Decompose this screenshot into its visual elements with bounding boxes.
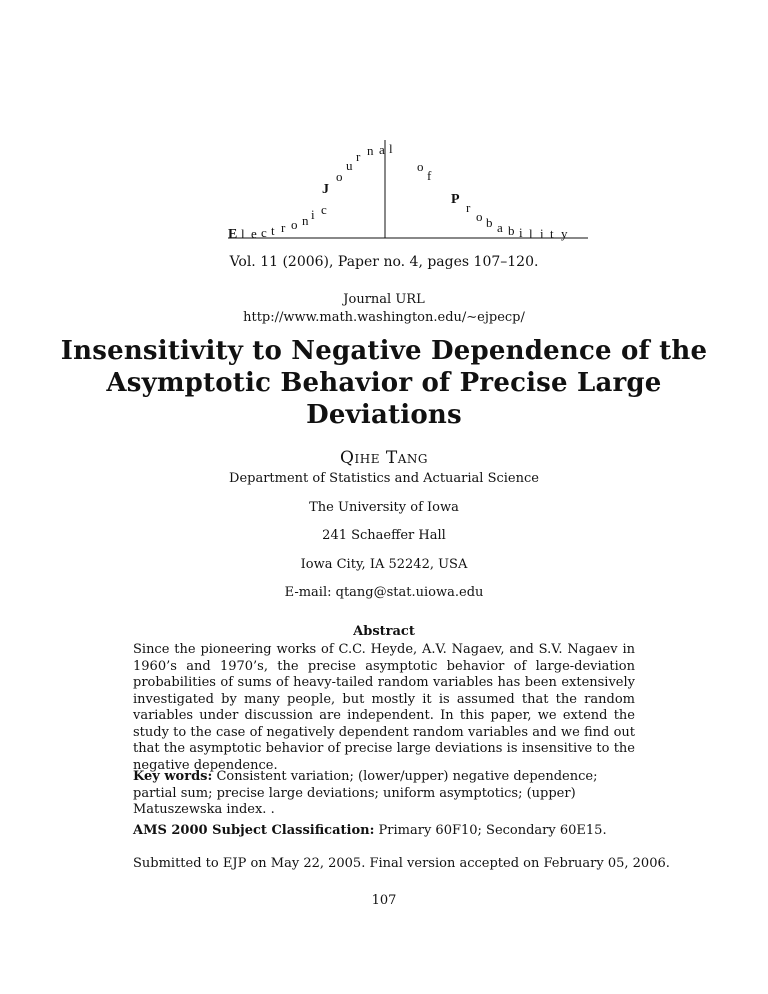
page-number: 107 bbox=[371, 893, 397, 908]
logo-letter: P bbox=[451, 192, 460, 207]
ams-label: AMS 2000 Subject Classification: bbox=[133, 823, 375, 838]
logo-letter: l bbox=[529, 226, 533, 241]
journal-url-label: Journal URL bbox=[343, 292, 425, 307]
abstract-heading: Abstract bbox=[353, 624, 415, 639]
affiliation-department: Department of Statistics and Actuarial Science bbox=[229, 471, 539, 486]
logo-letter: l bbox=[389, 141, 393, 156]
logo-letter: a bbox=[379, 142, 385, 157]
keywords bbox=[133, 769, 635, 819]
logo-letter: o bbox=[336, 169, 343, 184]
logo-letter: E bbox=[228, 227, 238, 242]
logo-letter: o bbox=[291, 217, 298, 232]
abstract-text: Since the pioneering works of C.C. Heyde, A.V. Nagaev, and S.V. Nagaev in 1960’s and 1970’s, the precise asymptotic behavior of large-deviation probabilities of sums of heavy-tailed random variables has been extensively investigated by many people, but mostly it is assumed that the random variables under discussion are independent. In this paper, we extend the study to the case of negatively dependent random variables and we find out that the asymptotic behavior of precise large deviations is insensitive to the negative dependence. bbox=[133, 642, 635, 773]
logo-letter: f bbox=[427, 168, 432, 183]
logo-letter: i bbox=[519, 225, 523, 240]
logo-letter: i bbox=[540, 226, 544, 241]
author-last-name: Tang bbox=[385, 448, 428, 468]
logo-letter: t bbox=[271, 223, 275, 238]
logo-letter: y bbox=[561, 226, 568, 241]
affiliation-university: The University of Iowa bbox=[309, 500, 459, 515]
affiliation-email[interactable]: E-mail: qtang@stat.uiowa.edu bbox=[284, 585, 484, 600]
logo-letters bbox=[228, 141, 568, 242]
author-first-name: Qihe bbox=[340, 448, 380, 468]
title-line: Asymptotic Behavior of Precise Large bbox=[106, 368, 662, 398]
logo-letter: b bbox=[486, 215, 493, 230]
logo-letter: o bbox=[417, 159, 424, 174]
logo-letter: J bbox=[322, 182, 329, 197]
paper-title bbox=[0, 335, 768, 431]
logo-letter: n bbox=[367, 143, 374, 158]
logo-letter: r bbox=[281, 220, 286, 235]
logo-letter: l bbox=[241, 226, 245, 241]
logo-letter: b bbox=[508, 223, 515, 238]
keywords-label: Key words: bbox=[133, 769, 213, 784]
ams-classification bbox=[133, 823, 653, 838]
logo-letter: o bbox=[476, 209, 483, 224]
title-line: Deviations bbox=[306, 400, 462, 430]
logo-letter: r bbox=[356, 149, 361, 164]
logo-letter: c bbox=[261, 225, 267, 240]
volume-line: Vol. 11 (2006), Paper no. 4, pages 107–120. bbox=[229, 254, 539, 270]
logo-letter: r bbox=[466, 200, 471, 215]
keywords-text: Consistent variation; (lower/upper) negative dependence; partial sum; precise large deviations; uniform asymptotics; (upper) Matuszewska index. . bbox=[133, 769, 598, 817]
logo-letter: u bbox=[346, 158, 353, 173]
submission-dates: Submitted to EJP on May 22, 2005. Final version accepted on February 05, 2006. bbox=[133, 856, 670, 871]
journal-url-link[interactable]: http://www.math.washington.edu/∼ejpecp/ bbox=[243, 310, 525, 325]
logo-letter: n bbox=[302, 213, 309, 228]
affiliation-street: 241 Schaeffer Hall bbox=[322, 528, 446, 543]
logo-letter: i bbox=[311, 207, 315, 222]
journal-url-block bbox=[0, 291, 768, 327]
affiliation-city: Iowa City, IA 52242, USA bbox=[300, 557, 468, 572]
author-name bbox=[0, 448, 768, 468]
title-line: Insensitivity to Negative Dependence of the bbox=[60, 336, 708, 366]
ams-text: Primary 60F10; Secondary 60E15. bbox=[378, 823, 607, 838]
logo-letter: c bbox=[321, 202, 327, 217]
logo-letter: a bbox=[497, 220, 503, 235]
journal-logo bbox=[0, 0, 768, 250]
logo-letter: e bbox=[251, 226, 257, 241]
logo-letter: t bbox=[550, 226, 554, 241]
